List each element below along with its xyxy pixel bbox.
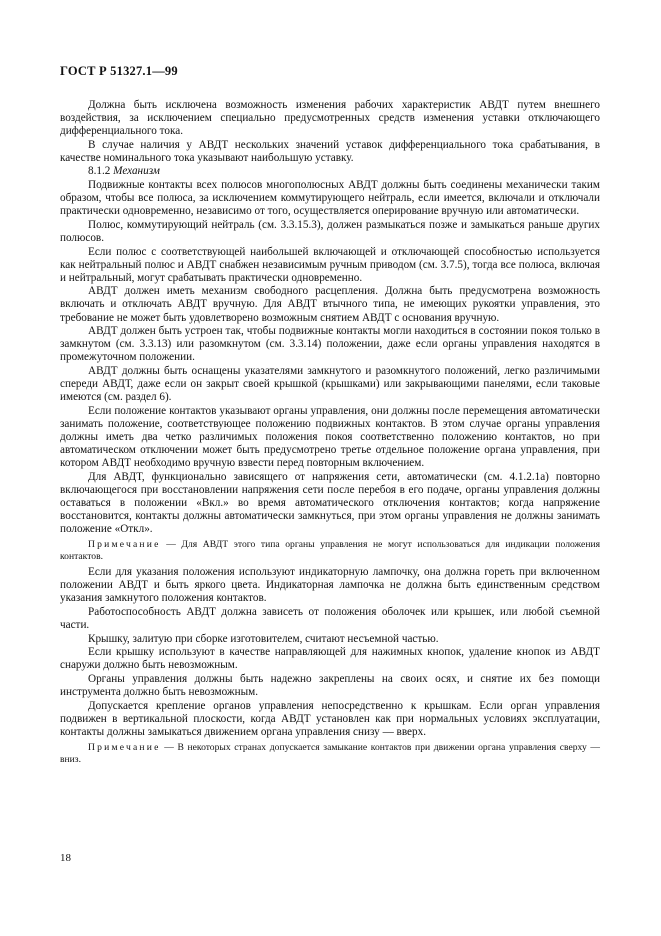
section-number: 8.1.2 [88, 165, 111, 178]
paragraph: Полюс, коммутирующий нейтраль (см. 3.3.15.3), должен размыкаться позже и замыкаться раньше других полюсов. [60, 218, 600, 244]
note-label: Примечание [88, 539, 161, 551]
paragraph: Если полюс с соответствующей наибольшей включающей и отключающей способностью используется как нейтральный полюс и АВДТ снабжен независимым ручным приводом (см. 3.7.5), тогда все полюса, включая и нейтральный, могут срабатывать практически одновременно. [60, 245, 600, 284]
note-text: — В некоторых странах допускается замыкание контактов при движении органа управления сверху — вниз. [60, 741, 600, 765]
note-label: Примечание [88, 741, 161, 753]
paragraph: Для АВДТ, функционально зависящего от напряжения сети, автоматически (см. 4.1.2.1а) повторно включающегося при восстановлении напряжения сети после перебоя в его подаче, органы управления должны оставаться в положении «Вкл.» во время автоматического отключения контактов; когда напряжение восстановится, контакты должны автоматически замкнуться, при этом органы управления не должны занимать положение «Откл». [60, 470, 600, 535]
paragraph: АВДТ должен иметь механизм свободного расцепления. Должна быть предусмотрена возможность включать и отключать АВДТ вручную. Для АВДТ втычного типа, не имеющих рукоятки управления, это требование не может быть удовлетворено возможным снятием АВДТ с основания вручную. [60, 285, 600, 324]
document-code-header: ГОСТ Р 51327.1—99 [60, 64, 178, 78]
paragraph: АВДТ должен быть устроен так, чтобы подвижные контакты могли находиться в состоянии покоя только в замкнутом (см. 3.3.13) или разомкнутом (см. 3.3.14) положении, даже если органы управления находятся в промежуточном положении. [60, 325, 600, 364]
paragraph: Крышку, залитую при сборке изготовителем, считают несъемной частью. [88, 632, 439, 645]
paragraph: АВДТ должны быть оснащены указателями замкнутого и разомкнутого положений, легко различимыми спереди АВДТ, даже если он закрыт своей крышкой (крышками) или закрывающими панелями, если таковые имеются (см. раздел 6). [60, 364, 600, 404]
paragraph: В случае наличия у АВДТ нескольких значений уставок дифференциального тока срабатывания, в качестве номинального тока указывают наибольшую уставку. [60, 138, 600, 164]
paragraph: Если крышку используют в качестве направляющей для нажимных кнопок, удаление кнопок из АВДТ снаружи должно быть невозможным. [60, 646, 600, 672]
paragraph: Должна быть исключена возможность изменения рабочих характеристик АВДТ путем внешнего воздействия, за исключением специально предусмотренных средств изменения уставки отключающего дифференциального тока. [60, 99, 600, 138]
document-body [60, 99, 600, 769]
paragraph: Подвижные контакты всех полюсов многополюсных АВДТ должны быть соединены механически таким образом, чтобы все полюса, за исключением коммутирующего нейтраль, если имеется, включали и отключали практически одновременно, независимо от того, осуществляется оперирование вручную или автоматически. [60, 179, 600, 218]
paragraph: Работоспособность АВДТ должна зависеть от положения оболочек или крышек, или любой съемной части. [60, 605, 600, 631]
note-1 [60, 539, 600, 563]
section-heading [60, 165, 600, 178]
note-2 [60, 742, 600, 766]
page-number: 18 [60, 852, 71, 864]
paragraph: Если для указания положения используют индикаторную лампочку, она должна гореть при включенном положении АВДТ и быть яркого цвета. Индикаторная лампочка не должна быть единственным средством указания замкнутого положения контактов. [60, 566, 600, 605]
paragraph: Если положение контактов указывают органы управления, они должны после перемещения автоматически занимать положение, соответствующее положению подвижных контактов. В этом случае органы управления должны иметь два четко различимых положения покоя соответственно положению контактов, но при автоматическом отключении может быть предусмотрено третье отдельное положение органа управления, при котором АВДТ необходимо вручную взвести перед повторным включением. [60, 404, 600, 470]
note-text: — Для АВДТ этого типа органы управления не могут использоваться для индикации положения контактов. [60, 539, 600, 563]
section-title: Механизм [113, 165, 160, 178]
paragraph: Органы управления должны быть надежно закреплены на своих осях, и снятие их без помощи инструмента должно быть невозможным. [60, 672, 600, 698]
paragraph: Допускается крепление органов управления непосредственно к крышкам. Если орган управления подвижен в вертикальной плоскости, когда АВДТ установлен как при нормальных условиях эксплуатации, контакты должны замыкаться движением органа управления снизу — вверх. [60, 699, 600, 738]
